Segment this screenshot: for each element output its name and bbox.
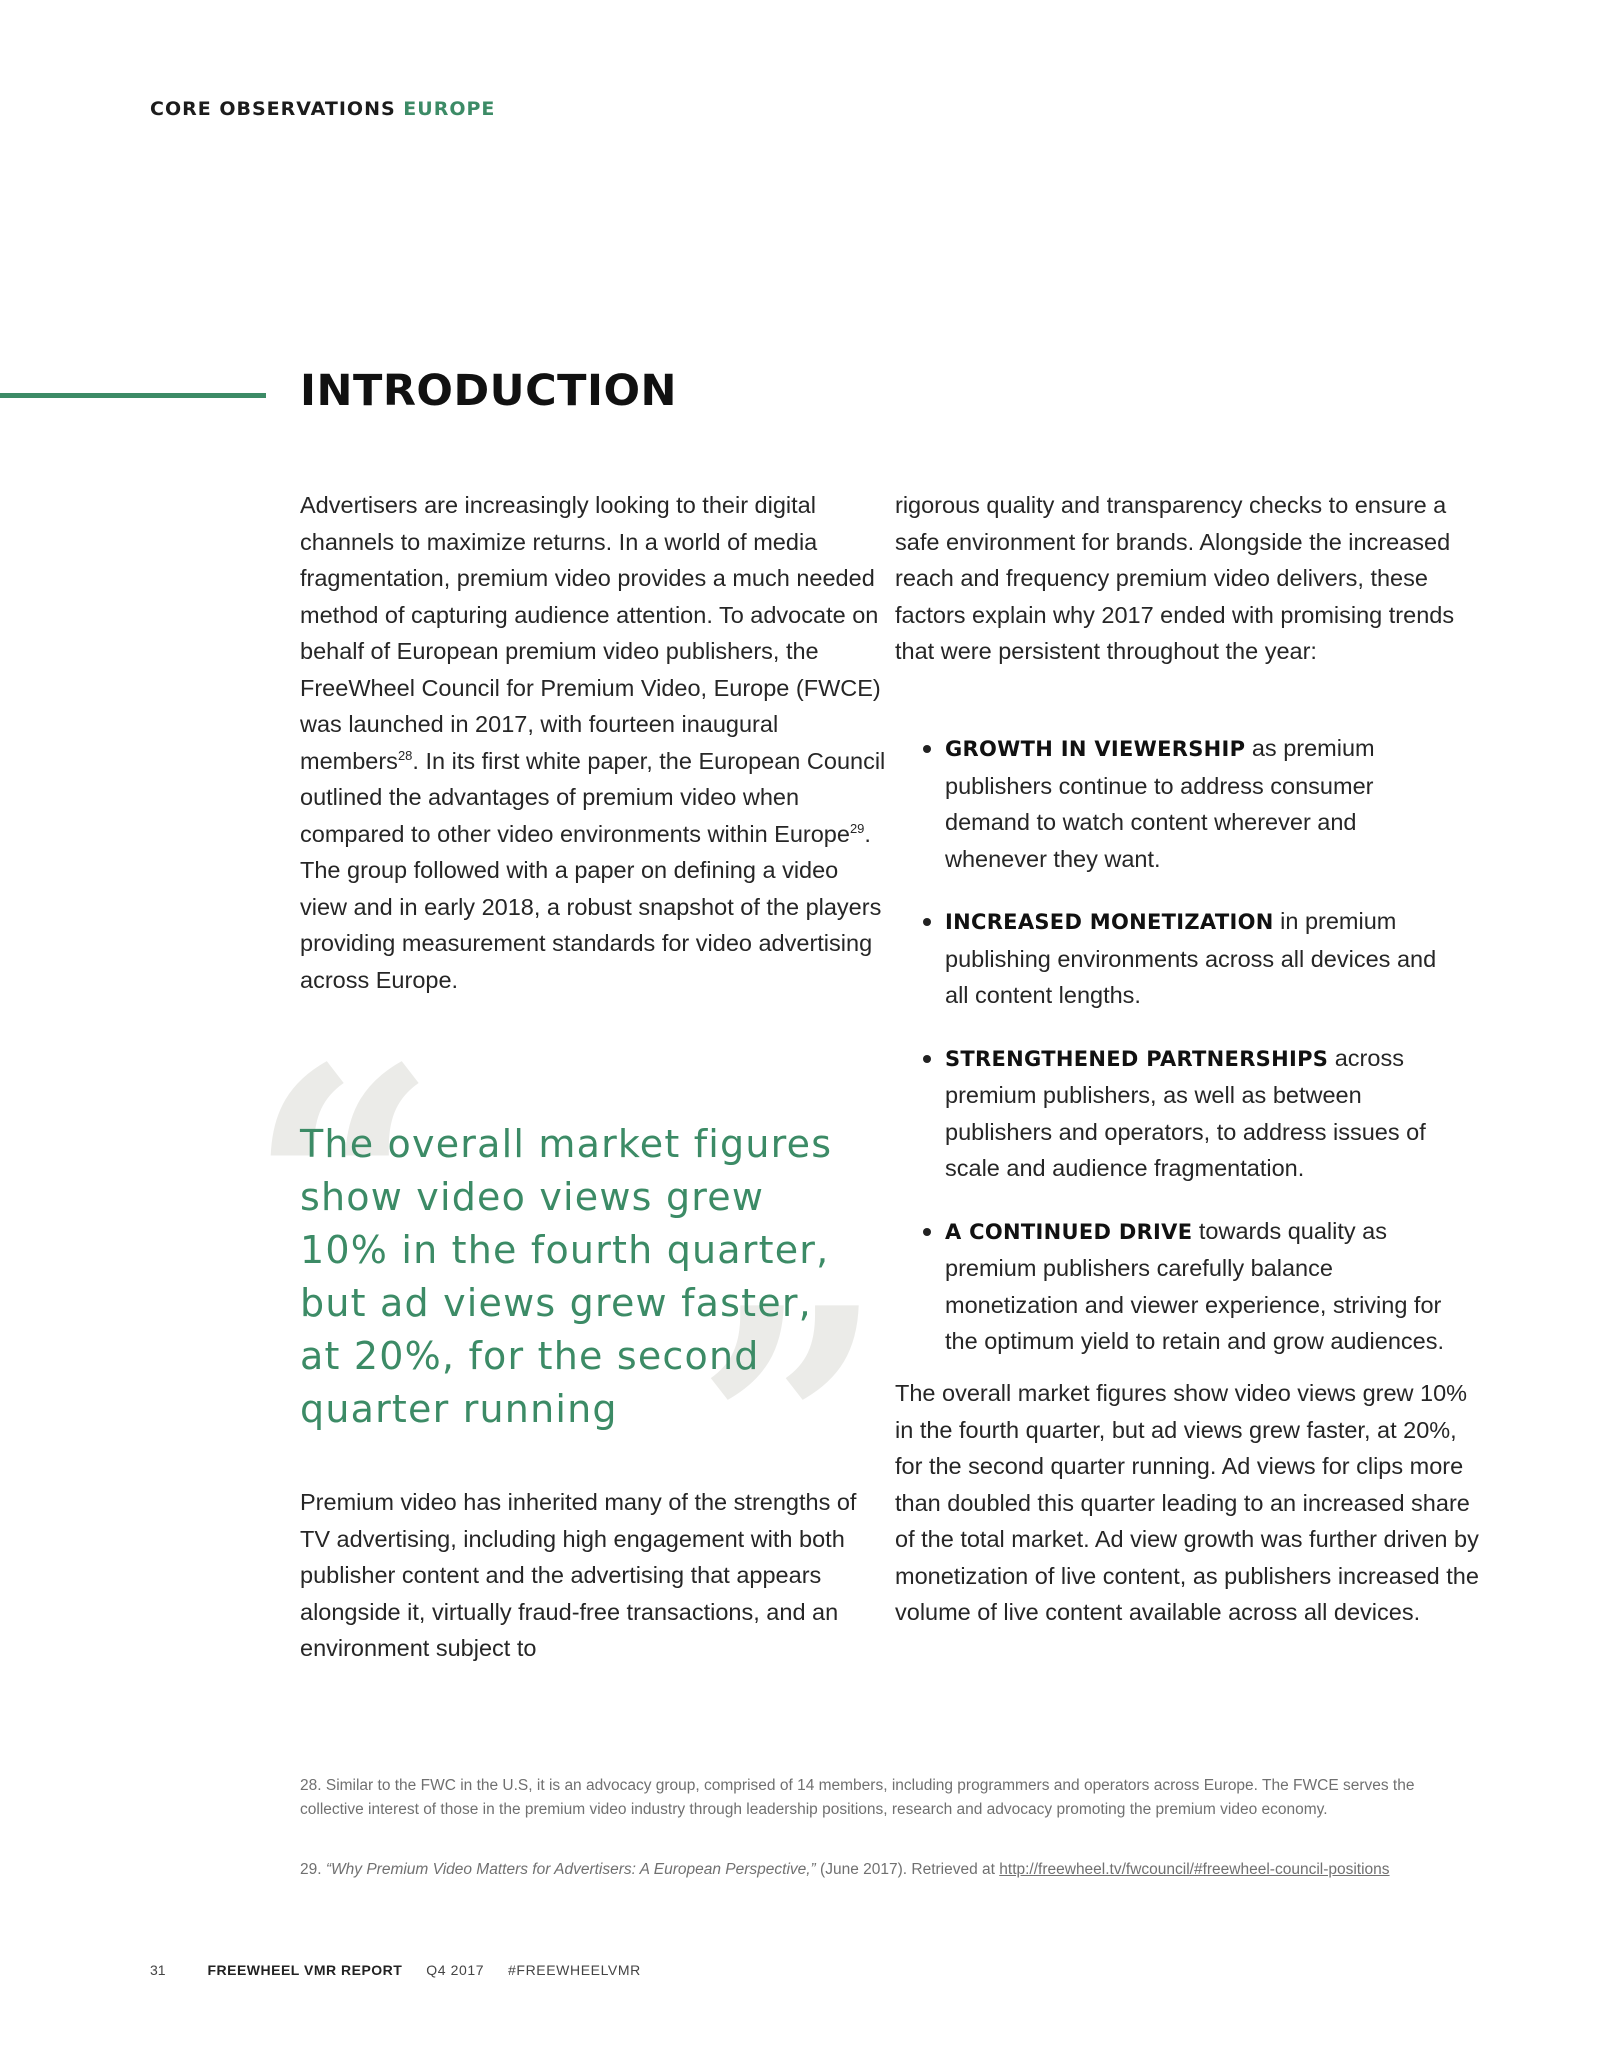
bullet-text: across premium publishers, as well as between publishers and operators, to address issues of scale and audience fragmentation.	[945, 1044, 1426, 1181]
intro-text-3: . The group followed with a paper on defining a video view and in early 2018, a robust snapshot of the players providing measurement standards for video advertising across Europe.	[300, 820, 882, 993]
footnote-29	[300, 1858, 1460, 1882]
list-item	[920, 730, 1460, 877]
intro-paragraph-left	[300, 487, 890, 998]
list-item	[920, 1213, 1460, 1360]
pull-quote: The overall market figures show video views grew 10% in the fourth quarter, but ad views grew faster, at 20%, for the second quarter running	[300, 1122, 833, 1431]
trend-list	[920, 730, 1460, 1386]
list-item	[920, 903, 1460, 1014]
footnote-29-title: “Why Premium Video Matters for Advertisers: A European Perspective,”	[325, 1861, 816, 1878]
report-name: FREEWHEEL VMR REPORT	[207, 1962, 403, 1978]
market-figures-paragraph: The overall market figures show video views grew 10% in the fourth quarter, but ad views grew faster, at 20%, for the second quarter running. Ad views for clips more than doubled this quarter leading to an increased share of the total market. Ad view growth was further driven by monetization of live content, as publishers increased the volume of live content available across all devices.	[895, 1380, 1479, 1625]
section-region: EUROPE	[403, 98, 496, 120]
title-rule	[0, 393, 266, 398]
bullet-keyword: STRENGTHENED PARTNERSHIPS	[945, 1046, 1329, 1071]
bullet-text: in premium publishing environments across all devices and all content lengths.	[945, 908, 1437, 1008]
footnote-29-link[interactable]: http://freewheel.tv/fwcouncil/#freewheel-council-positions	[999, 1861, 1390, 1878]
footnote-28: 28. Similar to the FWC in the U.S, it is an advocacy group, comprised of 14 members, including programmers and operators across Europe. The FWCE serves the collective interest of those in the premium video industry through leadership positions, research and advocacy promoting the premium video economy.	[300, 1777, 1415, 1818]
page-title: INTRODUCTION	[300, 366, 678, 416]
section-header	[150, 98, 495, 120]
list-item	[920, 1040, 1460, 1187]
footnote-29-number: 29.	[300, 1861, 326, 1878]
section-name: CORE OBSERVATIONS	[150, 98, 396, 120]
report-quarter: Q4 2017	[426, 1962, 485, 1978]
bullet-keyword: INCREASED MONETIZATION	[945, 910, 1274, 934]
footnote-ref-28[interactable]: 28	[397, 747, 413, 763]
bullet-keyword: GROWTH IN VIEWERSHIP	[945, 737, 1246, 761]
page-number: 31	[150, 1962, 166, 1978]
close-quote-icon: ”	[695, 1236, 885, 1624]
footnote-ref-29[interactable]: 29	[849, 820, 865, 836]
intro-text-2: . In its first white paper, the European Council outlined the advantages of premium video when compared to other video environments within Europe	[300, 747, 886, 847]
intro-text-1: Advertisers are increasingly looking to their digital channels to maximize returns. In a world of media fragmentation, premium video provides a much needed method of capturing audience attention. To advocate on behalf of European premium video publishers, the FreeWheel Council for Premium Video, Europe (FWCE) was launched in 2017, with fourteen inaugural members	[300, 492, 881, 774]
page-footer	[150, 1962, 661, 1978]
report-hashtag: #FREEWHEELVMR	[508, 1962, 641, 1978]
bullet-keyword: A CONTINUED DRIVE	[945, 1219, 1193, 1244]
intro-paragraph-right: rigorous quality and transparency checks to ensure a safe environment for brands. Alongside the increased reach and frequency premium video delivers, these factors explain why 2017 ended with promising trends that were persistent throughout the year:	[895, 492, 1455, 664]
open-quote-icon: “	[248, 996, 438, 1384]
premium-video-paragraph: Premium video has inherited many of the strengths of TV advertising, including high engagement with both publisher content and the advertising that appears alongside it, virtually fraud-free transactions, and an environment subject to	[300, 1489, 857, 1661]
footnote-29-text: (June 2017). Retrieved at	[815, 1861, 1000, 1878]
bullet-text: as premium publishers continue to address consumer demand to watch content wherever and whenever they want.	[945, 735, 1375, 872]
bullet-text: towards quality as premium publishers carefully balance monetization and viewer experience, striving for the optimum yield to retain and grow audiences.	[945, 1217, 1445, 1354]
